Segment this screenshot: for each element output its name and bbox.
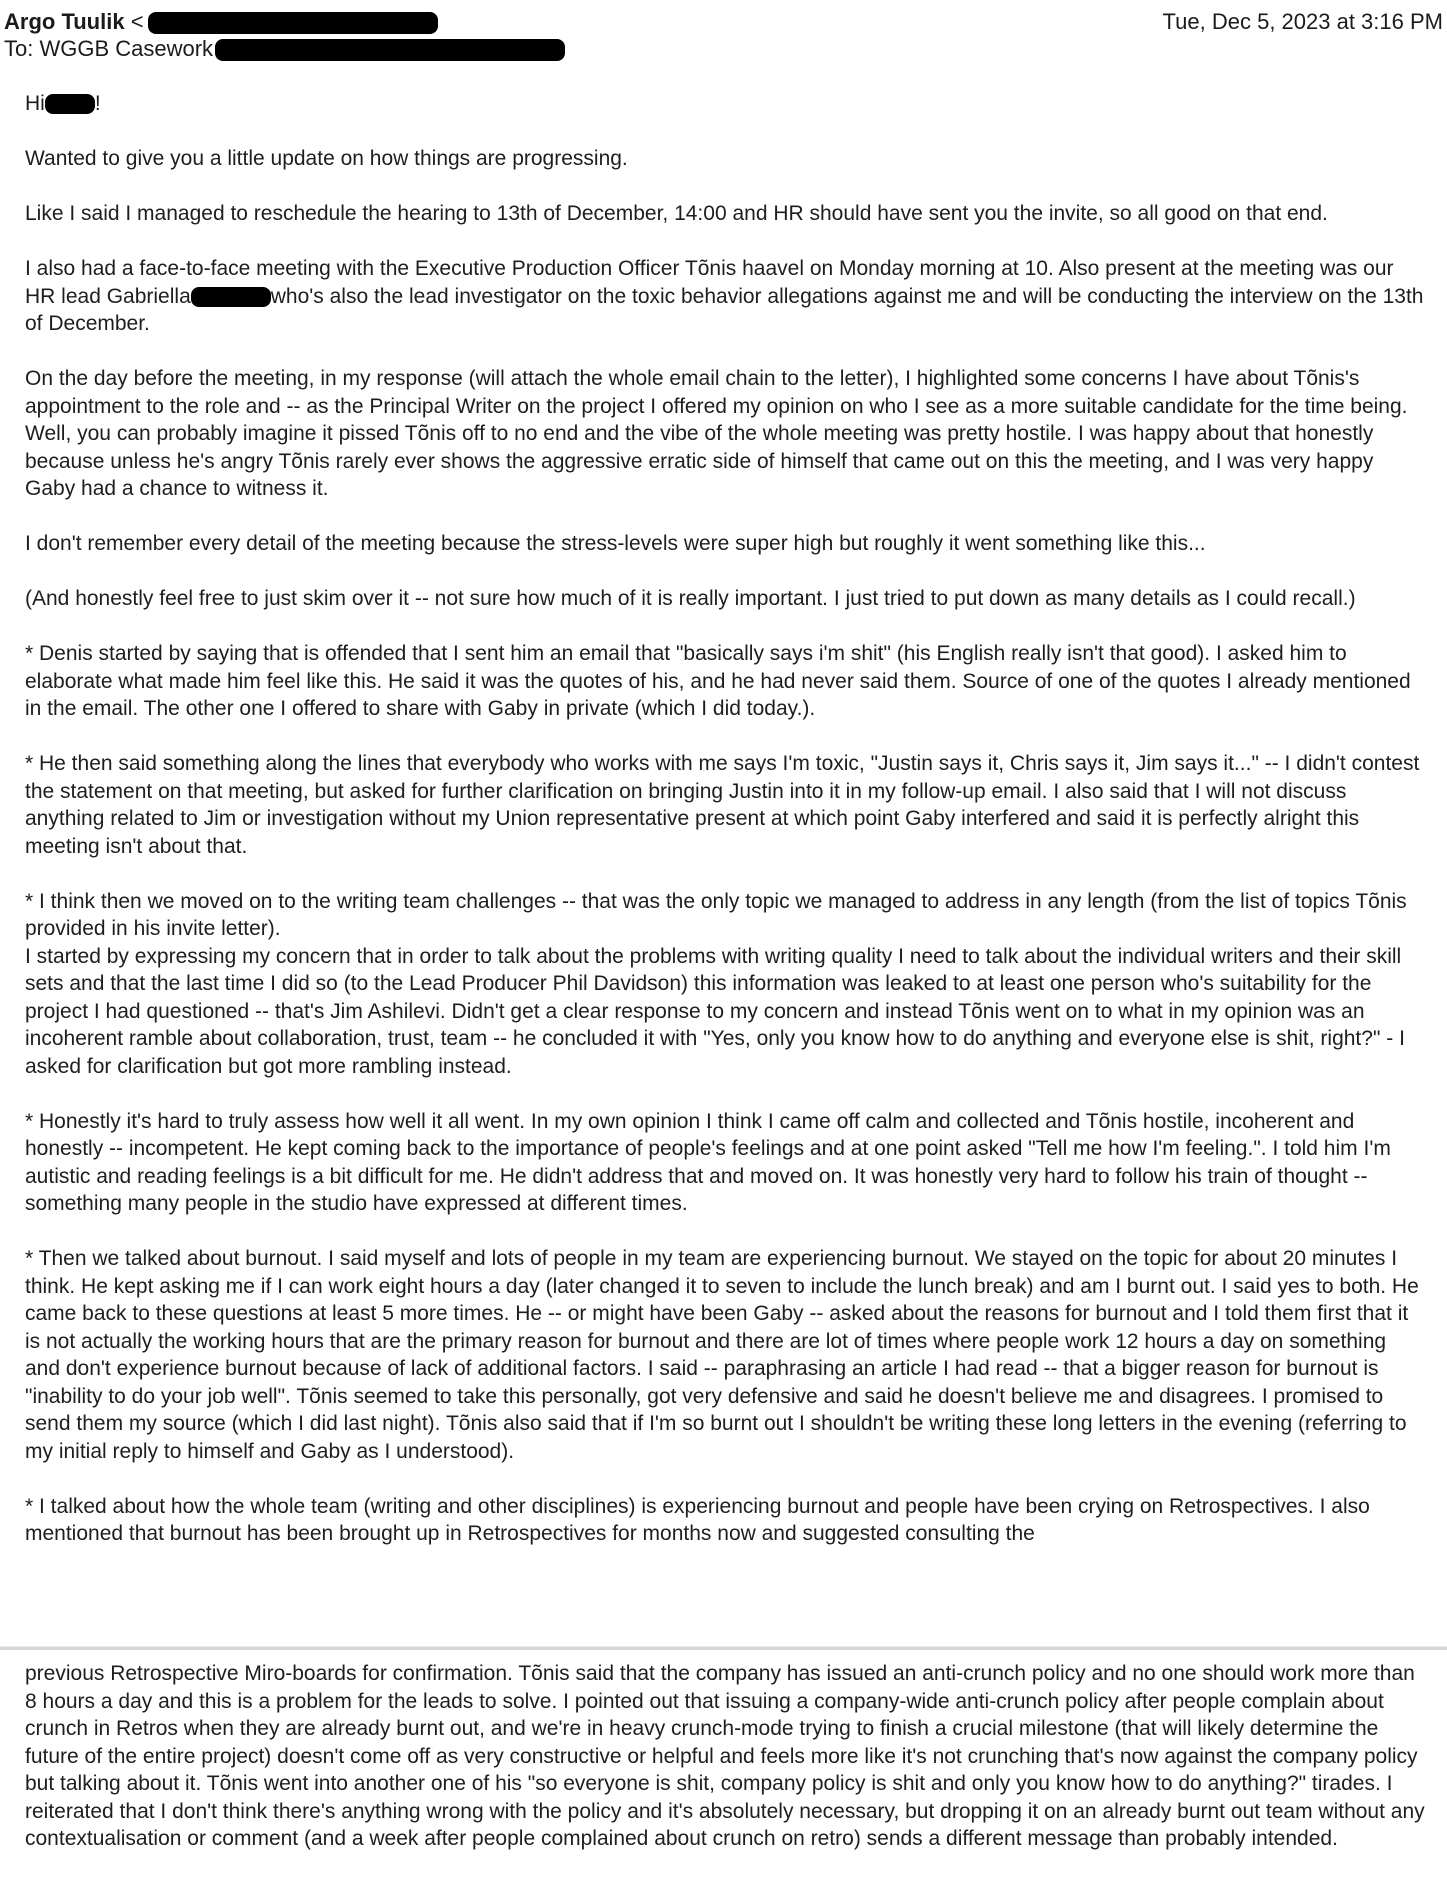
bullet-offended: * Denis started by saying that is offended that I sent him an email that "basically says i'm shit" (his English really isn't that good). I asked him to elaborate what made him feel like this. He said it was the quotes of his, and he had never said them. Source of one of the quotes I already mentioned in the email. The other one I offered to share with Gaby in private (which I did today.). [25, 642, 1411, 720]
paragraph-concerns: On the day before the meeting, in my response (will attach the whole email chain to the letter), I highlighted some concerns I have about Tõnis's appointment to the role and -- as the Principal Writer on the project I offered my opinion on who I see as a more suitable candidate for the time being. Well, you can probably imagine it pissed Tõnis off to no end and the vibe of the whole meeting was pretty hostile. I was happy about that honestly because unless he's angry Tõnis rarely ever shows the aggressive erratic side of himself that came out on this the meeting, and I was very happy Gaby had a chance to witness it. [25, 367, 1408, 500]
redacted-recipient-name [45, 94, 95, 114]
sender-name[interactable]: Argo Tuulik [4, 9, 125, 34]
paragraph-skim: (And honestly feel free to just skim over it -- not sure how much of it is really important. I just tried to put down as many details as I could recall.) [25, 587, 1356, 610]
bullet-team-burnout: * I talked about how the whole team (writing and other disciplines) is experiencing burnout and people have been crying on Retrospectives. I also mentioned that burnout has been brought up in Retrospectives for months now and suggested consulting the [25, 1494, 1370, 1545]
email-header [0, 0, 1447, 68]
redacted-sender-email [148, 12, 438, 34]
bullet-writing-team: * I think then we moved on to the writing team challenges -- that was the only topic we managed to address in any length (from the list of topics Tõnis provided in his invite letter). I started by expressing my concern that in order to talk about the problems with writing quality I need to talk about the individual writers and their skill sets and that the last time I did so (to the Lead Producer Phil Davidson) this information was leaked to at least one person who's suitability for the project I had questioned -- that's Jim Ashilevi. Didn't get a clear response to my concern and instead Tõnis went on to what in my opinion was an incoherent ramble about collaboration, trust, team -- he concluded it with "Yes, only you know how to do anything and everyone else is shit, right?" - I asked for clarification but got more rambling instead. [25, 889, 1407, 1078]
redacted-surname [191, 287, 271, 307]
paragraph-continuation: previous Retrospective Miro-boards for confirmation. Tõnis said that the company has issued an anti-crunch policy and no one should work more than 8 hours a day and this is a problem for the leads to solve. I pointed out that issuing a company-wide anti-crunch policy after people complain about crunch in Retros when they are already burnt out, and we're in heavy crunch-mode trying to finish a crucial milestone (that will likely determine the future of the entire project) doesn't come off as very constructive or helpful and feels more like it's not crunching that's now against the company policy but talking about it. Tõnis went into another one of his "so everyone is shit, company policy is shit and only you know how to do anything?" tirades. I reiterated that I don't think there's anything wrong with the policy and it's absolutely necessary, but dropping it on an already burnt out team without any contextualisation or comment (and a week after people complained about crunch on retro) sends a different message than probably intended. [25, 1662, 1425, 1850]
email-date: Tue, Dec 5, 2023 at 3:16 PM [1162, 9, 1443, 34]
redacted-recipient-email [215, 39, 565, 61]
sender-line [4, 9, 438, 35]
email-body [25, 90, 1425, 1575]
bullet-assessment: * Honestly it's hard to truly assess how well it all went. In my own opinion I think I came off calm and collected and Tõnis hostile, incoherent and honestly -- incompetent. He kept coming back to the importance of people's feelings and at one point asked "Tell me how I'm feeling.". I told him I'm autistic and reading feelings is a bit difficult for me. He didn't address that and moved on. It was honestly very hard to follow his train of thought -- something many people in the studio have expressed at different times. [25, 1109, 1391, 1215]
paragraph-hearing: Like I said I managed to reschedule the hearing to 13th of December, 14:00 and HR should have sent you the invite, so all good on that end. [25, 202, 1328, 225]
greeting: Hi ! [25, 92, 101, 115]
recipient-line [4, 36, 565, 62]
bullet-toxic: * He then said something along the lines that everybody who works with me says I'm toxic, "Justin says it, Chris says it, Jim says it..." -- I didn't contest the statement on that meeting, but asked for further clarification on bringing Justin into it in my follow-up email. I also said that I will not discuss anything related to Jim or investigation without my Union representative present at which point Gaby interfered and said it is perfectly alright this meeting isn't about that. [25, 752, 1420, 858]
page-break-divider [0, 1646, 1447, 1650]
recipient-label[interactable]: To: WGGB Casework [4, 36, 214, 61]
paragraph-stress: I don't remember every detail of the meeting because the stress-levels were super high but roughly it went something like this... [25, 532, 1206, 555]
sender-email-open: < [130, 9, 144, 34]
bullet-burnout: * Then we talked about burnout. I said myself and lots of people in my team are experiencing burnout. We stayed on the topic for about 20 minutes I think. He kept asking me if I can work eight hours a day (later changed it to seven to include the lunch break) and am I burnt out. I said yes to both. He came back to these questions at least 5 more times. He -- or might have been Gaby -- asked about the reasons for burnout and I told them first that it is not actually the working hours that are the primary reason for burnout and there are lot of times where people work 12 hours a day on something and don't experience burnout because of lack of additional factors. I said -- paraphrasing an article I had read -- that a bigger reason for burnout is "inability to do your job well". Tõnis seemed to take this personally, got very defensive and said he doesn't believe me and disagrees. I promised to send them my source (which I did last night). Tõnis also said that if I'm so burnt out I shouldn't be writing these long letters in the evening (referring to my initial reply to himself and Gaby as I understood). [25, 1247, 1419, 1463]
paragraph-update: Wanted to give you a little update on how things are progressing. [25, 147, 628, 170]
paragraph-meeting: I also had a face-to-face meeting with the Executive Production Officer Tõnis haavel on Monday morning at 10. Also present at the meeting was our HR lead Gabriella who's also the lead investigator on the toxic behavior allegations against me and will be conducting the interview on the 13th of December. [25, 257, 1424, 335]
